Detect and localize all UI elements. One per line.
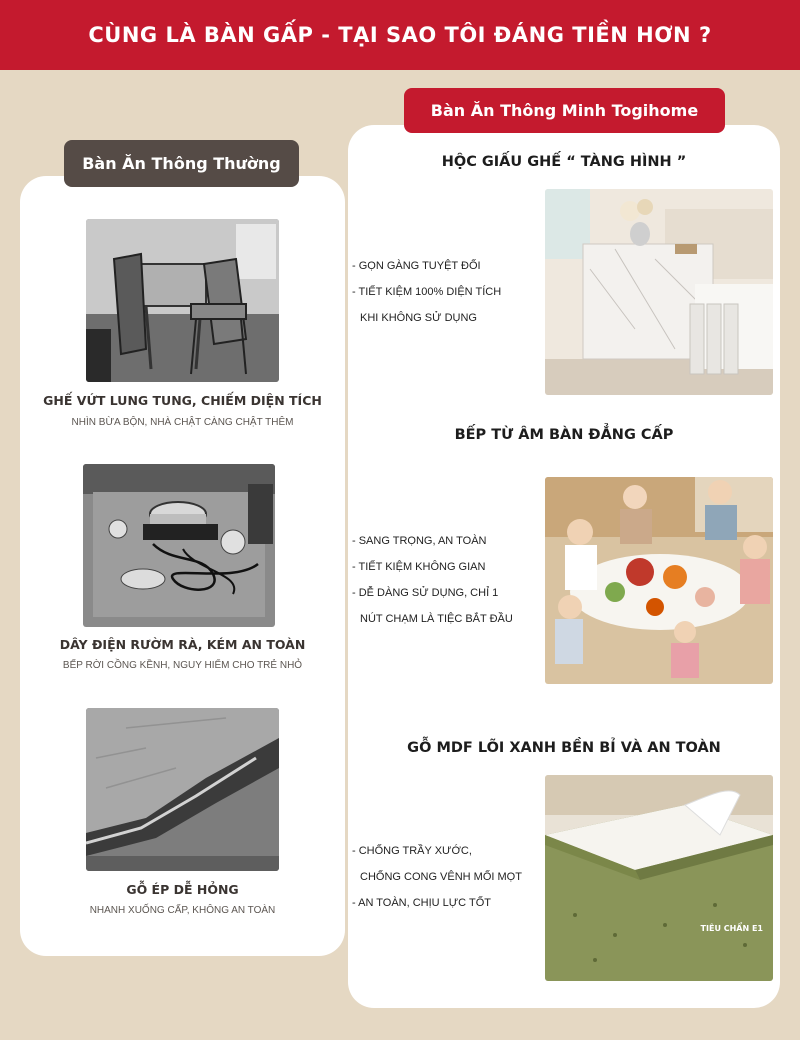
smart-table-photo bbox=[545, 189, 773, 395]
mdf-wood-title: GỖ MDF LÕI XANH BỀN BỈ VÀ AN TOÀN bbox=[407, 740, 721, 756]
hidden-chair-title: HỘC GIẤU GHẾ “ TÀNG HÌNH ” bbox=[441, 154, 687, 170]
regular-table-label: Bàn Ăn Thông Thường bbox=[64, 140, 299, 187]
induction-cooktop-bullets bbox=[352, 528, 513, 632]
bullet: - AN TOÀN, CHỊU LỰC TỐT bbox=[352, 897, 491, 909]
damaged-wood-photo bbox=[86, 708, 279, 871]
induction-cooktop-title: BẾP TỪ ÂM BÀN ĐẲNG CẤP bbox=[454, 427, 674, 443]
bullet: - TIẾT KIỆM 100% DIỆN TÍCH bbox=[352, 286, 502, 298]
tangled-cables-subtitle: BẾP RỜI CỒNG KỀNH, NGUY HIỂM CHO TRẺ NHỎ bbox=[62, 660, 303, 671]
mdf-wood-bullets bbox=[352, 838, 522, 916]
tangled-cables-title: DÂY ĐIỆN RƯỜM RÀ, KÉM AN TOÀN bbox=[59, 637, 306, 652]
header-banner bbox=[0, 0, 800, 70]
messy-chairs-subtitle: NHÌN BỪA BỘN, NHÀ CHẬT CÀNG CHẬT THÊM bbox=[71, 417, 294, 428]
green-mdf-board-photo bbox=[545, 775, 773, 981]
damaged-wood-subtitle: NHANH XUỐNG CẤP, KHÔNG AN TOÀN bbox=[89, 905, 276, 916]
messy-chairs-photo bbox=[86, 219, 279, 382]
messy-chairs-title: GHẾ VỨT LUNG TUNG, CHIẾM DIỆN TÍCH bbox=[43, 393, 322, 408]
e1-standard-stamp: TIÊU CHẨN E1 bbox=[700, 924, 763, 933]
damaged-wood-title: GỖ ÉP DỄ HỎNG bbox=[126, 882, 239, 897]
tangled-cables-photo bbox=[83, 464, 275, 627]
hidden-chair-bullets bbox=[352, 253, 501, 331]
bullet: CHỐNG CONG VÊNH MỐI MỌT bbox=[360, 871, 522, 883]
smart-table-label: Bàn Ăn Thông Minh Togihome bbox=[404, 88, 725, 133]
bullet: - DỄ DÀNG SỬ DỤNG, CHỈ 1 bbox=[352, 587, 499, 599]
bullet: KHI KHÔNG SỬ DỤNG bbox=[360, 312, 477, 324]
bullet: - CHỐNG TRẦY XƯỚC, bbox=[352, 845, 472, 857]
bullet: NÚT CHẠM LÀ TIỆC BẮT ĐẦU bbox=[360, 613, 513, 625]
bullet: - GỌN GÀNG TUYỆT ĐỐI bbox=[352, 260, 481, 272]
family-dinner-photo bbox=[545, 477, 773, 684]
bullet: - SANG TRỌNG, AN TOÀN bbox=[352, 535, 487, 547]
bullet: - TIẾT KIỆM KHÔNG GIAN bbox=[352, 561, 486, 573]
page-title: CÙNG LÀ BÀN GẤP - TẠI SAO TÔI ĐÁNG TIỀN HƠN ? bbox=[88, 23, 712, 47]
